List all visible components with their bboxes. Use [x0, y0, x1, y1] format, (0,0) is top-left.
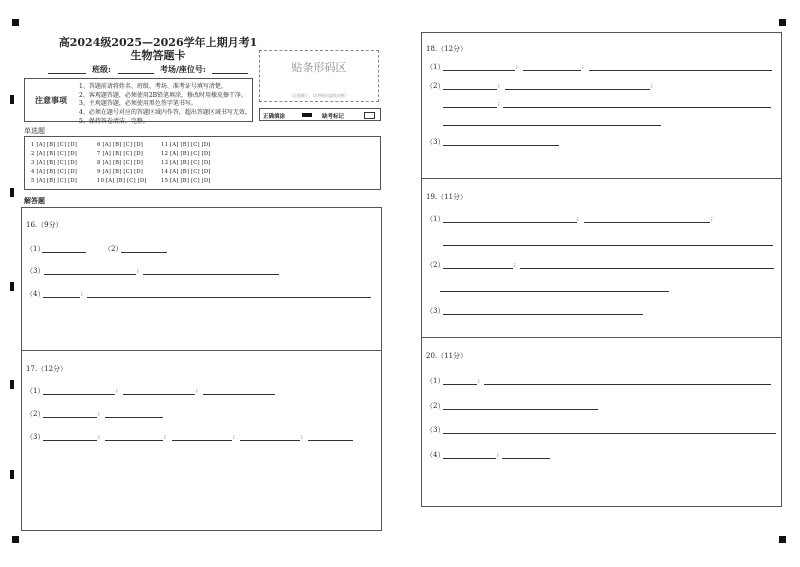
name-field[interactable]: [48, 73, 86, 74]
class-field[interactable]: [118, 73, 154, 74]
separator: ;: [137, 268, 139, 274]
q19-part1-label: （1）: [426, 215, 445, 223]
barcode-label: 贴条形码区: [291, 61, 347, 74]
exam-title: 高2024级2025—2026学年上期月考1: [58, 36, 258, 49]
barcode-hint: （正面朝上，切勿贴出虚线方框）: [289, 93, 349, 98]
q17-part1-label: （1）: [26, 387, 45, 395]
absent-mark-box[interactable]: [364, 112, 375, 119]
mcq-row[interactable]: 13 [A] [B] [C] [D]: [161, 160, 211, 166]
q20-part1-label: （1）: [426, 377, 445, 385]
q18-part1-answer[interactable]: [589, 70, 772, 71]
mcq-box: [24, 136, 381, 190]
mcq-row[interactable]: 2 [A] [B] [C] [D]: [31, 151, 78, 157]
notice-item: 3、主观题答题，必须使用黑色签字笔书写。: [79, 100, 197, 108]
notice-item: 1、答题前请将姓名、班级、考场、准考证号填写清楚。: [79, 83, 227, 90]
q18-part2-answer[interactable]: [505, 89, 650, 90]
fill-example-box: [259, 108, 381, 121]
q18-part3-answer[interactable]: [443, 145, 559, 146]
q18-title: 18.（12分）: [426, 45, 468, 53]
separator: ;: [98, 411, 100, 417]
q19-part2-answer[interactable]: [443, 268, 513, 269]
answer-sheet-title: 生物答题卡: [130, 49, 186, 62]
q17-part2-answer[interactable]: [105, 417, 163, 418]
q18-q19-divider: [421, 178, 782, 179]
timing-mark-bottom-left: [12, 536, 19, 543]
room-seat-field[interactable]: [212, 73, 248, 74]
mcq-row[interactable]: 8 [A] [B] [C] [D]: [97, 160, 144, 166]
mcq-row[interactable]: 1 [A] [B] [C] [D]: [31, 142, 78, 148]
separator: ;: [582, 64, 584, 70]
q19-part2-answer[interactable]: [520, 268, 774, 269]
q19-part1-answer[interactable]: [584, 222, 710, 223]
class-label: 班级:: [92, 64, 111, 74]
q18-part2-answer[interactable]: [443, 125, 661, 126]
q17-part3-answer[interactable]: [172, 440, 232, 441]
timing-mark-top-left: [12, 19, 19, 26]
answers-section-label: 解答题: [24, 196, 45, 205]
q17-part3-answer[interactable]: [105, 440, 163, 441]
mcq-row[interactable]: 6 [A] [B] [C] [D]: [97, 142, 144, 148]
separator: ;: [711, 216, 713, 222]
notice-heading: 注意事项: [35, 95, 67, 105]
q20-part4-answer[interactable]: [443, 458, 496, 459]
separator: ;: [98, 434, 100, 440]
q17-part1-answer[interactable]: [203, 394, 275, 395]
notice-list: [79, 83, 254, 126]
separator: ;: [651, 83, 653, 89]
q18-part1-label: （1）: [426, 63, 445, 71]
q16-q17-box: [21, 207, 382, 531]
q16-part1-answer[interactable]: [42, 252, 86, 253]
q17-part3-answer[interactable]: [308, 440, 353, 441]
q16-part1-label: （1）: [26, 245, 45, 253]
q18-part2-answer[interactable]: [443, 107, 497, 108]
q20-part1-answer[interactable]: [443, 384, 477, 385]
separator: ;: [81, 291, 83, 297]
q20-part1-answer[interactable]: [484, 384, 771, 385]
q16-part4-label: （4）: [26, 290, 45, 298]
q20-part2-label: （2）: [426, 402, 445, 410]
q17-part2-label: （2）: [26, 410, 45, 418]
q17-part1-answer[interactable]: [123, 394, 195, 395]
room-seat-label: 考场/座位号:: [160, 64, 206, 74]
separator: ;: [478, 378, 480, 384]
notice-item: 5、保持答卷清洁、完整。: [79, 117, 149, 125]
separator: ;: [516, 64, 518, 70]
q16-part3-answer[interactable]: [143, 274, 279, 275]
q19-q20-divider: [421, 337, 782, 338]
mcq-section-label: 单选题: [24, 127, 45, 135]
q16-title: 16.（9分）: [26, 221, 63, 229]
mcq-row[interactable]: 10 [A] [B] [C] [D]: [97, 178, 147, 184]
q19-part2-label: （2）: [426, 261, 445, 269]
correct-fill-sample: [302, 113, 312, 117]
timing-mark-left: [10, 188, 14, 197]
separator: ;: [498, 101, 500, 107]
notice-item: 2、客观题答题，必须使用2B铅笔填涂，修改时用橡皮擦干净。: [79, 91, 248, 99]
mcq-row[interactable]: 7 [A] [B] [C] [D]: [97, 151, 144, 157]
timing-mark-top-right: [779, 19, 786, 26]
q20-title: 20.（11分）: [426, 352, 468, 360]
separator: ;: [498, 83, 500, 89]
q19-part1-answer[interactable]: [443, 222, 577, 223]
q20-part4-label: （4）: [426, 451, 445, 459]
q20-part4-answer[interactable]: [502, 458, 550, 459]
separator: ;: [514, 262, 516, 268]
absent-mark-label: 缺考标记: [322, 114, 345, 120]
timing-mark-bottom-right: [779, 536, 786, 543]
q16-part4-answer[interactable]: [87, 297, 371, 298]
separator: ;: [116, 388, 118, 394]
mcq-row[interactable]: 14 [A] [B] [C] [D]: [161, 169, 211, 175]
q19-title: 19.（11分）: [426, 193, 468, 201]
q18-part3-label: （3）: [426, 138, 445, 146]
q17-part3-label: （3）: [26, 433, 45, 441]
notice-box: [24, 78, 253, 125]
barcode-area[interactable]: [259, 50, 379, 102]
q17-title: 17.（12分）: [26, 365, 68, 373]
q20-part2-answer[interactable]: [443, 409, 598, 410]
timing-mark-left: [10, 282, 14, 291]
mcq-row[interactable]: 4 [A] [B] [C] [D]: [31, 169, 78, 175]
q19-part1-answer[interactable]: [443, 245, 773, 246]
separator: ;: [301, 434, 303, 440]
separator: ;: [233, 434, 235, 440]
timing-mark-left: [10, 380, 14, 389]
q20-part3-answer[interactable]: [443, 433, 776, 434]
notice-item: 4、必须在题号对应的答题区域内作答，超出答题区域书写无效。: [79, 109, 251, 117]
timing-mark-left: [10, 95, 14, 104]
q18-part1-answer[interactable]: [523, 70, 581, 71]
q17-part3-answer[interactable]: [240, 440, 300, 441]
q19-part3-label: （3）: [426, 307, 445, 315]
q18-part2-answer[interactable]: [503, 107, 771, 108]
q16-part3-answer[interactable]: [44, 274, 136, 275]
q16-part2-answer[interactable]: [121, 252, 167, 253]
q18-part2-label: （2）: [426, 82, 445, 90]
q18-part1-answer[interactable]: [443, 70, 515, 71]
q16-part3-label: （3）: [26, 267, 45, 275]
separator: ;: [497, 452, 499, 458]
q16-part2-label: （2）: [104, 245, 123, 253]
mcq-row[interactable]: 15 [A] [B] [C] [D]: [161, 178, 211, 184]
q18-part2-answer[interactable]: [443, 89, 497, 90]
q19-part3-answer[interactable]: [443, 314, 643, 315]
q17-part3-answer[interactable]: [43, 440, 97, 441]
q18-q20-box: [421, 32, 782, 507]
timing-mark-left: [10, 470, 14, 479]
mcq-row[interactable]: 3 [A] [B] [C] [D]: [31, 160, 78, 166]
separator: ;: [164, 434, 166, 440]
separator: ;: [196, 388, 198, 394]
q17-part1-answer[interactable]: [43, 394, 115, 395]
mcq-row[interactable]: 11 [A] [B] [C] [D]: [161, 142, 211, 148]
q16-part4-answer[interactable]: [43, 297, 80, 298]
q17-part2-answer[interactable]: [43, 417, 97, 418]
correct-fill-label: 正确填涂: [263, 114, 286, 120]
q16-q17-divider: [21, 350, 382, 351]
mcq-row[interactable]: 9 [A] [B] [C] [D]: [97, 169, 144, 175]
q19-part2-answer[interactable]: [440, 291, 669, 292]
mcq-row[interactable]: 12 [A] [B] [C] [D]: [161, 151, 211, 157]
mcq-row[interactable]: 5 [A] [B] [C] [D]: [31, 178, 78, 184]
separator: ;: [577, 216, 579, 222]
q20-part3-label: （3）: [426, 426, 445, 434]
